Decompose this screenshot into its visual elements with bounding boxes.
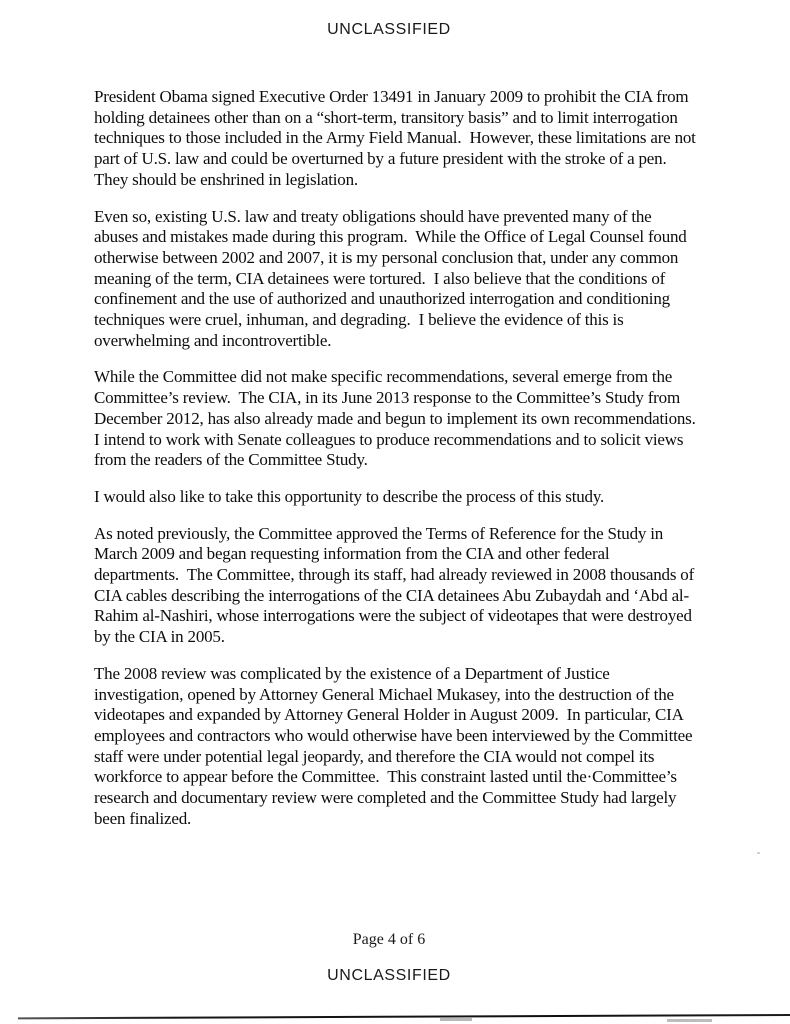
- paragraph-terms-of-reference: As noted previously, the Committee approved the Terms of Reference for the Study in March 2009 and began requesting information from the CIA and other federal departments. The Committee, through its staff, had already reviewed in 2008 thousands of CIA cables describing the interrogations of the CIA detainees Abu Zubaydah and ‘Abd al-Rahim al-Nashiri, whose interrogations were the subject of videotapes that were destroyed by the CIA in 2005.: [94, 523, 699, 647]
- classification-footer: UNCLASSIFIED: [327, 967, 451, 984]
- scan-artifact-smudge: [667, 1019, 712, 1022]
- paragraph-executive-order: President Obama signed Executive Order 13491 in January 2009 to prohibit the CIA from holding detainees other than on a “short-term, transitory basis” and to limit interrogation techniques to those included in the Army Field Manual. However, these limitations are not part of U.S. law and could be overturned by a future president with the stroke of a pen. They should be enshrined in legislation.: [94, 87, 700, 189]
- scan-artifact-speck: [757, 852, 760, 854]
- classification-header: UNCLASSIFIED: [327, 21, 451, 38]
- paragraph-legal-conclusion: Even so, existing U.S. law and treaty obligations should have prevented many of the abuses and mistakes made during this program. While the Office of Legal Counsel found otherwise between 2002 and 2007, it is my personal conclusion that, under any common meaning of the term, CIA detainees were tortured. I also believe that the conditions of confinement and the use of authorized and unauthorized interrogation and conditioning techniques were cruel, inhuman, and degrading. I believe the evidence of this is overwhelming and incontrovertible.: [94, 206, 691, 350]
- paragraph-doj-investigation: The 2008 review was complicated by the existence of a Department of Justice investigation, opened by Attorney General Michael Mukasey, into the destruction of the videotapes and expanded by Attorney General Holder in August 2009. In particular, CIA employees and contractors who would otherwise have been interviewed by the Committee staff were under potential legal jeopardy, and therefore the CIA would not compel its workforce to appear before the Committee. This constraint lasted until the·Committee’s research and documentary review were completed and the Committee Study had largely been finalized.: [94, 663, 697, 828]
- paragraph-recommendations: While the Committee did not make specific recommendations, several emerge from the Committee’s review. The CIA, in its June 2013 response to the Committee’s Study from December 2012, has also already made and begun to implement its own recommendations. I intend to work with Senate colleagues to produce recommendations and to solicit views from the readers of the Committee Study.: [94, 367, 704, 470]
- paragraph-process-intro: I would also like to take this opportunity to describe the process of this study.: [94, 486, 605, 506]
- scan-artifact-smudge: [440, 1018, 472, 1021]
- page-number: Page 4 of 6: [352, 931, 426, 948]
- document-body: [94, 87, 704, 846]
